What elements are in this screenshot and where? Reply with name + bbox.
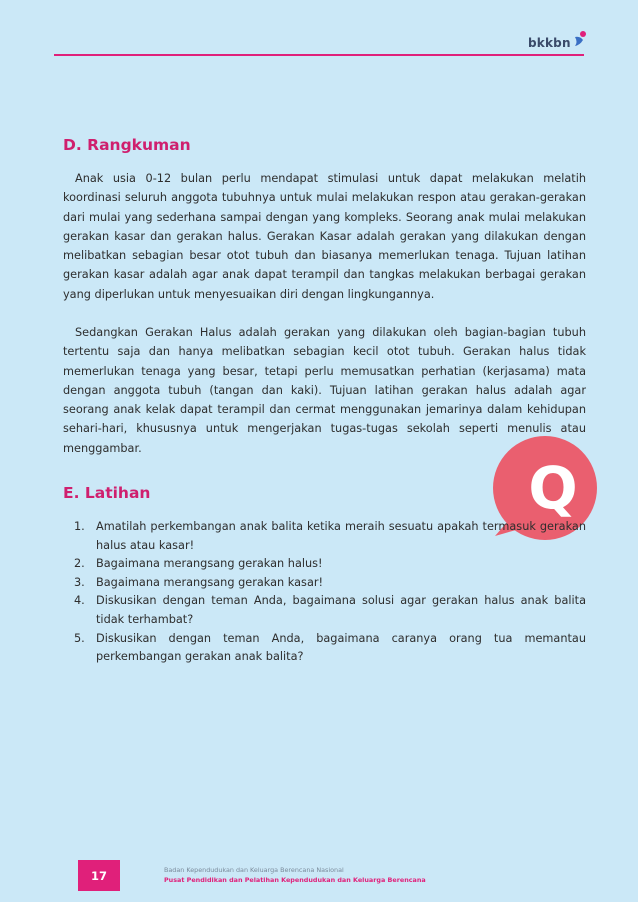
footer-line-1: Badan Kependudukan dan Keluarga Berencana Nasional	[164, 866, 344, 874]
footer-institution	[164, 866, 426, 885]
badge-letter: Q	[528, 454, 578, 522]
footer-line-2: Pusat Pendidikan dan Pelatihan Kependudukan dan Keluarga Berencana	[164, 875, 426, 884]
page-number-box	[78, 860, 120, 891]
section-e-title: E. Latihan	[63, 484, 151, 502]
logo-text: bkkbn	[528, 36, 571, 50]
list-item: 2. Bagaimana merangsang gerakan halus!	[74, 557, 323, 571]
header-rule	[54, 54, 584, 56]
section-d-title: D. Rangkuman	[63, 136, 191, 154]
exercise-list	[74, 518, 586, 667]
list-item: 1. Amatilah perkembangan anak balita ketika meraih sesuatu apakah termasuk gerakan halus atau kasar!	[74, 520, 586, 552]
page-number: 17	[90, 868, 107, 883]
logo-mark-icon	[572, 30, 588, 48]
list-item: 4. Diskusikan dengan teman Anda, bagaimana solusi agar gerakan halus anak balita tidak terhambat?	[74, 594, 586, 626]
summary-paragraph-1: Anak usia 0-12 bulan perlu mendapat stimulasi untuk dapat melakukan melatih koordinasi seluruh anggota tubuhnya untuk mulai melakukan respon atau gerakan-gerakan dari mulai yang sederhana sampai dengan yang kompleks. Seorang anak mulai melakukan gerakan kasar dan gerakan halus. Gerakan Kasar adalah gerakan yang dilakukan dengan melibatkan sebagian besar otot tubuh dan biasanya memerlukan tenaga. Tujuan latihan gerakan kasar adalah agar anak dapat terampil dan tangkas melakukan berbagai gerakan yang diperlukan untuk menyesuaikan diri dengan lingkungannya.	[63, 172, 586, 301]
list-item: 3. Bagaimana merangsang gerakan kasar!	[74, 575, 324, 589]
list-item: 5. Diskusikan dengan teman Anda, bagaimana caranya orang tua memantau perkembangan gerakan anak balita?	[74, 631, 586, 664]
summary-paragraph-2: Sedangkan Gerakan Halus adalah gerakan yang dilakukan oleh bagian-bagian tubuh tertentu saja dan hanya melibatkan sebagian kecil otot tubuh. Gerakan halus tidak memerlukan tenaga yang besar, tetapi perlu memusatkan perhatian (kerjasama) mata dengan anggota tubuh (tangan dan kaki). Tujuan latihan gerakan halus adalah agar seorang anak kelak dapat terampil dan cermat menggunakan jemarinya dalam kehidupan sehari-hari, khususnya untuk mengerjakan tugas-tugas sekolah seperti menulis atau menggambar.	[63, 326, 586, 455]
bkkbn-logo	[528, 30, 588, 54]
